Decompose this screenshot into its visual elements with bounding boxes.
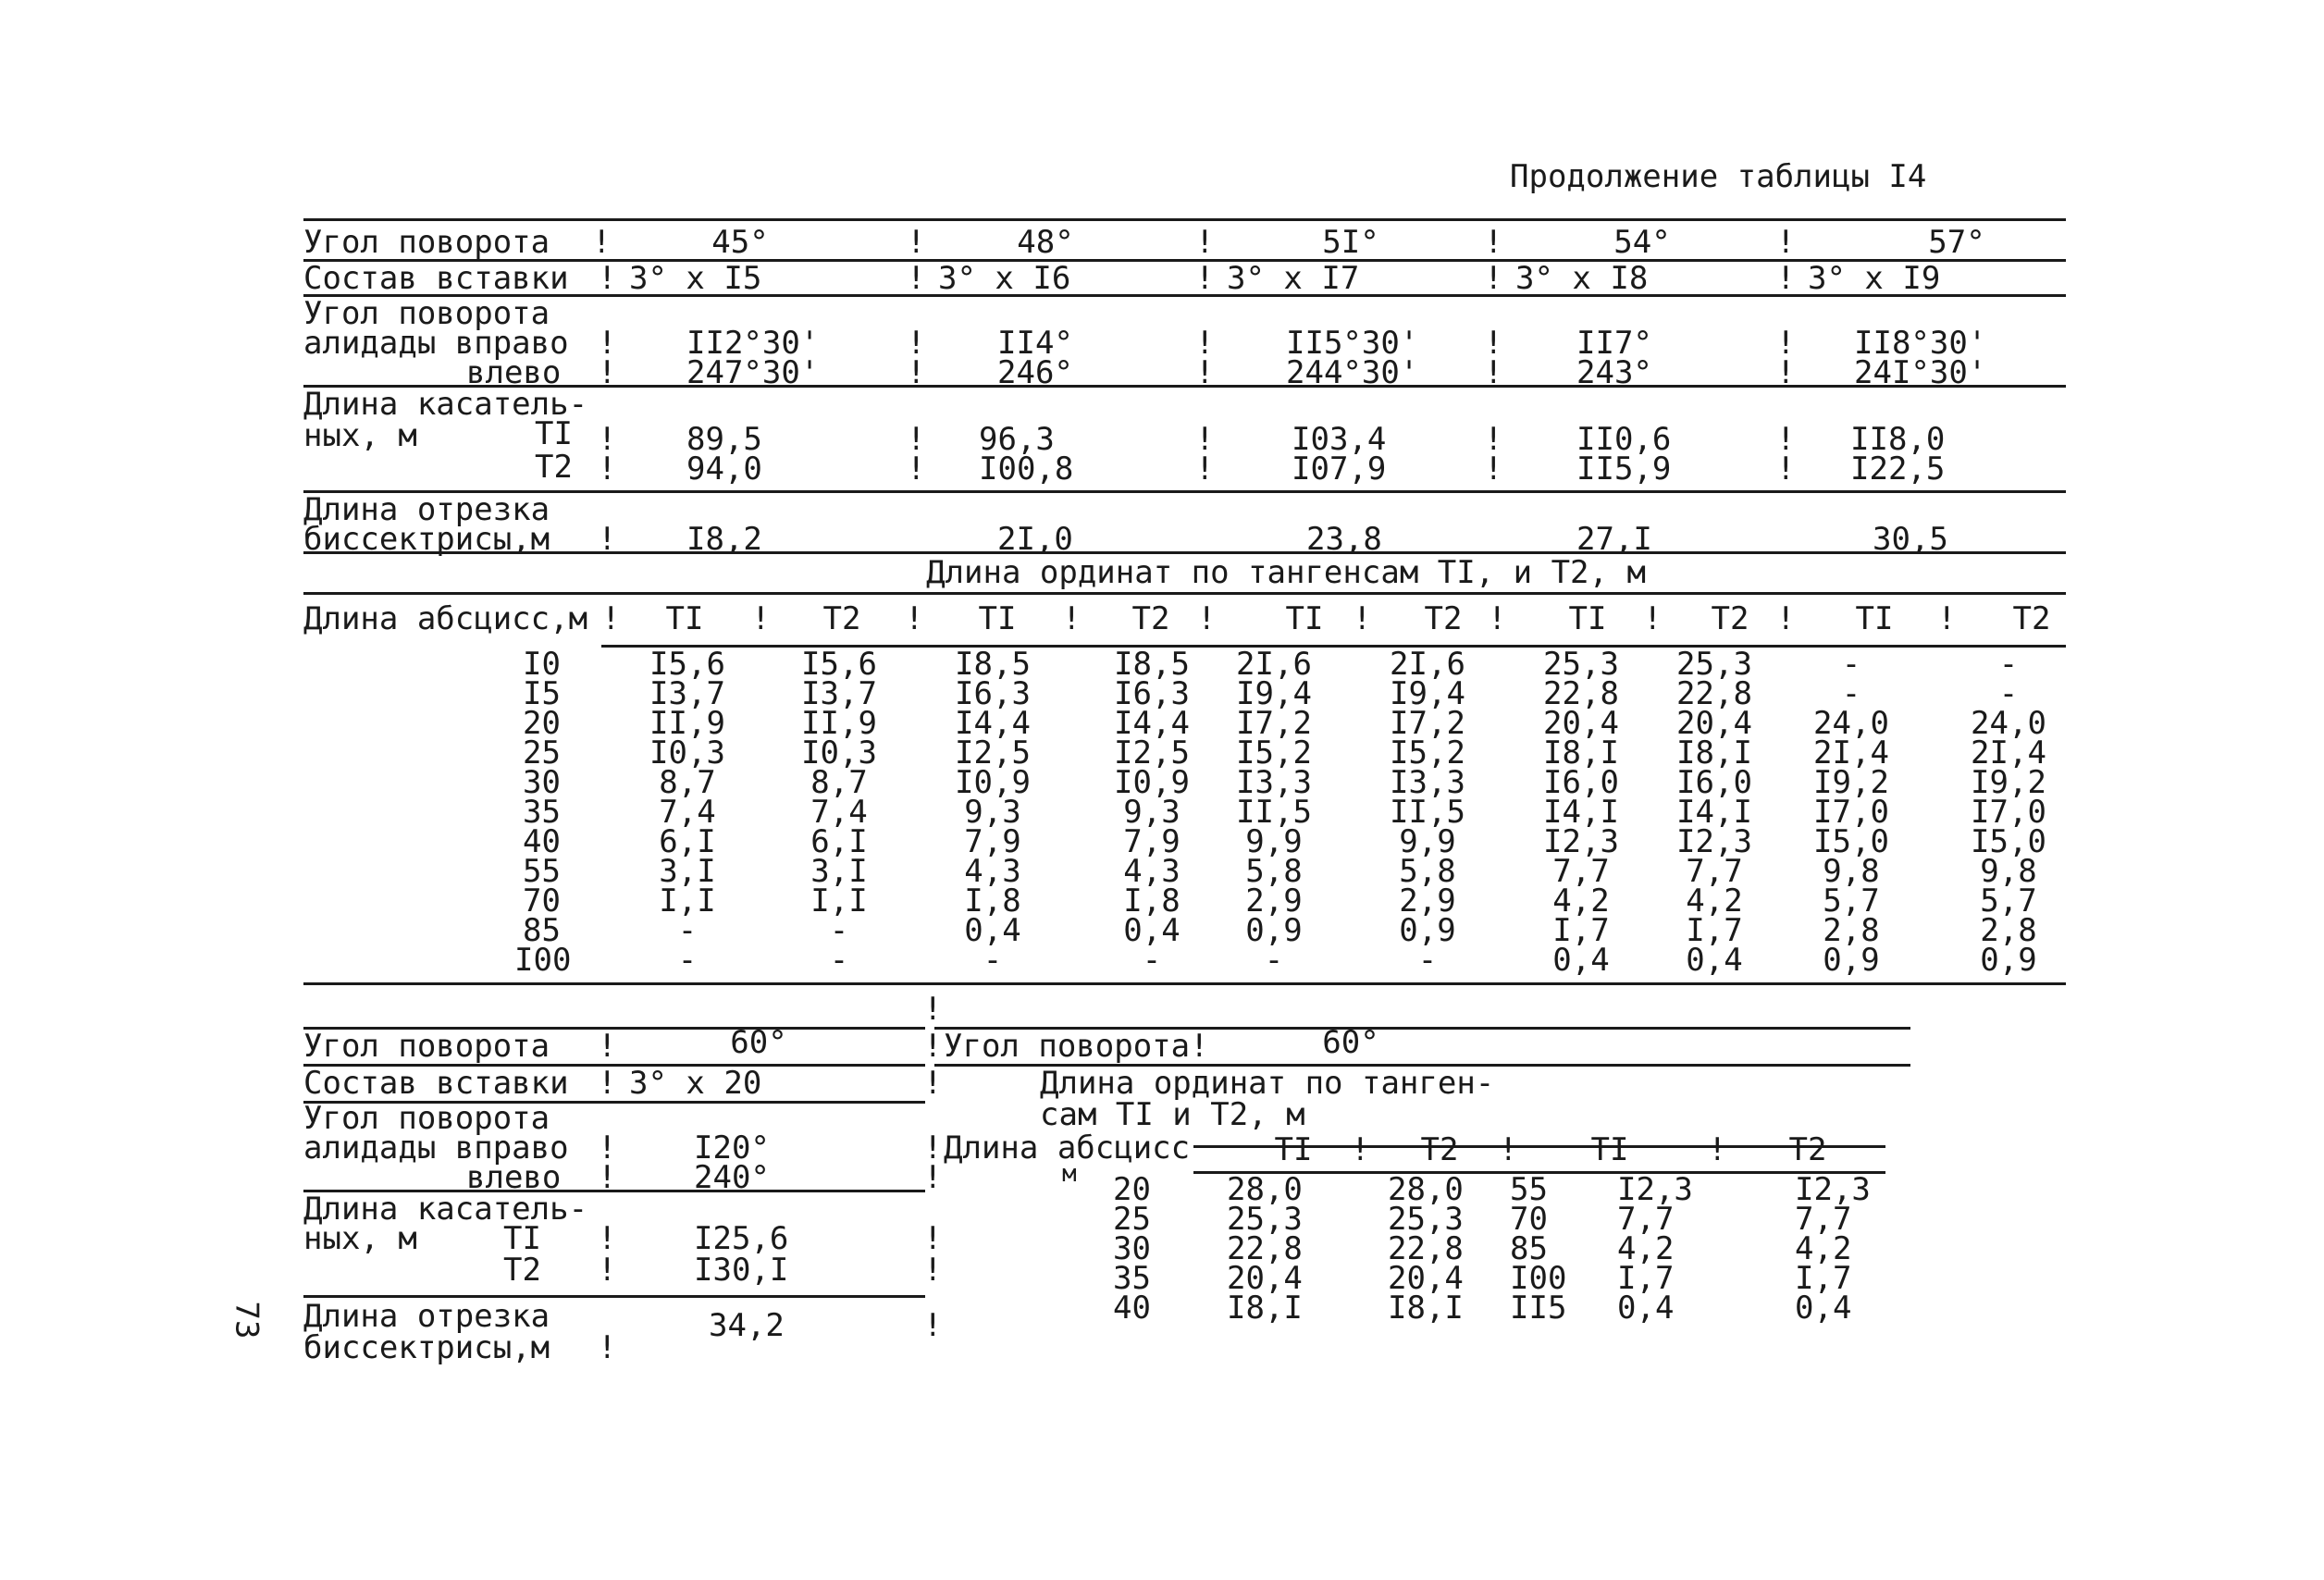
table-cell: I9,2 [1971,764,2046,801]
table-cell: I8,5 [1114,646,1190,683]
table-cell: II,5 [1390,794,1465,831]
table-cell: 30 [1113,1230,1151,1267]
table-cell: 0,9 [1399,912,1456,949]
table-cell: - [1998,646,2019,683]
insert-48: 3° x I6 [938,260,1071,297]
table-cell: 25,3 [1676,646,1752,683]
lower-right-sub-t1-b: TI [1590,1131,1629,1168]
table-cell: I5,2 [1390,734,1465,771]
table-cell: 4,3 [964,853,1021,890]
table-cell: 28,0 [1227,1171,1303,1208]
table-cell: 4,2 [1686,883,1743,920]
row-label-bisector-2: биссектрисы,м [303,521,550,558]
table-cell: I0,9 [1114,764,1190,801]
lower-t2-value: I30,I [694,1252,789,1289]
table-cell: I8,I [1227,1290,1303,1327]
lower-right-abscissa-a [1103,1171,1151,1327]
table-cell: 2,8 [1823,912,1880,949]
table-cell: 9,9 [1245,823,1303,860]
table-cell: 9,9 [1399,823,1456,860]
lower-right-ordinates-title-2: сам TI и T2, м [1040,1096,1305,1133]
table-cell: I7,0 [1813,794,1889,831]
table-cell: I9,4 [1390,675,1465,712]
insert-45: 3° x I5 [629,260,762,297]
lower-right-angle-value: 60° [1322,1024,1379,1061]
table-cell: 8,7 [810,764,868,801]
table-cell: I5,2 [1236,734,1312,771]
table-cell: II,9 [801,705,877,742]
table-cell: I8,I [1676,734,1752,771]
table-cell: I,7 [1617,1260,1675,1297]
angle-51: 5I° [1322,224,1379,261]
table-cell: - [1998,675,2019,712]
bisector-48: 2I,0 [997,521,1073,558]
tangent-t1-45: 89,5 [686,421,762,458]
table-cell: I7,2 [1236,705,1312,742]
ordinate-column [1811,646,1891,979]
lower-t2-label: T2 [503,1252,541,1289]
lower-tangent-label-2: ных, м [303,1220,417,1257]
tangent-t2-48: I00,8 [979,451,1074,488]
ordinates-title: Длина ординат по тангенсам TI, и T2, м [926,554,1646,591]
table-cell: 70 [1510,1201,1548,1238]
table-cell: I0,3 [801,734,877,771]
table-cell: I4,I [1676,794,1752,831]
lower-right-t2-a [1388,1171,1464,1327]
table-cell: 6,I [659,823,716,860]
lower-right-abscissa-label: Длина абсцисс [944,1129,1191,1166]
lower-alidade-left: 240° [694,1159,770,1196]
abscissa-column [514,646,572,979]
table-cell: I6,0 [1543,764,1619,801]
table-cell: 7,7 [1617,1201,1675,1238]
table-cell: 9,8 [1823,853,1880,890]
table-cell: 0,4 [1617,1290,1675,1327]
table-cell: 2,8 [1980,912,2037,949]
table-cell: 7,4 [659,794,716,831]
table-cell: 7,7 [1552,853,1610,890]
table-cell: I8,5 [955,646,1031,683]
table-cell: 6,I [810,823,868,860]
ordinate-column [1969,646,2048,979]
alidade-left-57: 24I°30' [1854,354,1987,391]
subheader-t2-45: T2 [822,600,861,637]
table-cell: I2,5 [1114,734,1190,771]
table-cell: - [1841,675,1861,712]
table-cell: I3,7 [649,675,725,712]
insert-57: 3° x I9 [1808,260,1941,297]
table-cell: I0 [523,646,561,683]
table-cell: 70 [523,883,561,920]
lower-angle-value: 60° [730,1024,787,1061]
tangent-t2-51: I07,9 [1292,451,1387,488]
table-cell: I6,0 [1676,764,1752,801]
lower-right-t2-b [1795,1171,1871,1327]
abscissa-label: Длина абсцисс,м [303,600,588,637]
table-cell: 20,4 [1676,705,1752,742]
subheader-t2-57: T2 [2012,600,2051,637]
subheader-t2-51: T2 [1424,600,1463,637]
lower-bisector-value: 34,2 [709,1307,785,1344]
table-cell: 20,4 [1543,705,1619,742]
alidade-right-48: II4° [997,325,1073,362]
table-cell: I8,I [1388,1290,1464,1327]
table-cell: - [677,942,698,979]
subheader-t1-48: TI [978,600,1017,637]
table-cell: II,9 [649,705,725,742]
table-cell: 40 [523,823,561,860]
table-cell: I8,I [1543,734,1619,771]
table-cell: 5,8 [1245,853,1303,890]
table-cell: I,8 [964,883,1021,920]
ordinate-column [953,646,1032,979]
lower-alidade-label-2: алидады вправо [303,1129,569,1166]
tangent-t2-54: II5,9 [1576,451,1672,488]
row-label-tangent-2: ных, м [303,417,417,454]
table-cell: I,7 [1686,912,1743,949]
table-cell: 0,4 [1552,942,1610,979]
table-cell: 85 [1510,1230,1548,1267]
table-cell: 5,7 [1980,883,2037,920]
table-cell: I9,2 [1813,764,1889,801]
table-cell: 25 [523,734,561,771]
table-cell: I,8 [1123,883,1181,920]
table-cell: 20,4 [1227,1260,1303,1297]
table-cell: II5 [1510,1290,1567,1327]
tangent-t1-54: II0,6 [1576,421,1672,458]
subheader-t2-54: T2 [1711,600,1749,637]
table-cell: 0,9 [1245,912,1303,949]
table-cell: I3,7 [801,675,877,712]
table-cell: I4,I [1543,794,1619,831]
alidade-left-51: 244°30' [1286,354,1419,391]
table-cell: 20 [523,705,561,742]
table-cell: I7,0 [1971,794,2046,831]
table-cell: 40 [1113,1290,1151,1327]
table-cell: 2,9 [1245,883,1303,920]
table-cell: 24,0 [1813,705,1889,742]
table-cell: - [1417,942,1438,979]
table-cell: 7,7 [1686,853,1743,890]
table-cell: 7,7 [1795,1201,1852,1238]
table-cell: I,7 [1795,1260,1852,1297]
alidade-left-45: 247°30' [686,354,820,391]
table-cell: I5 [523,675,561,712]
table-cell: I,I [659,883,716,920]
row-label-alidade-1: Угол поворота [303,295,550,332]
table-cell: I9,4 [1236,675,1312,712]
table-cell: 25,3 [1227,1201,1303,1238]
table-cell: 35 [1113,1260,1151,1297]
table-cell: 2I,4 [1813,734,1889,771]
table-cell: 20,4 [1388,1260,1464,1297]
table-cell: - [829,912,849,949]
table-cell: I6,3 [1114,675,1190,712]
table-cell: 22,8 [1543,675,1619,712]
table-cell: 7,4 [810,794,868,831]
table-cell: 2,9 [1399,883,1456,920]
tangent-t1-57: II8,0 [1850,421,1946,458]
table-cell: I5,0 [1813,823,1889,860]
alidade-right-54: II7° [1576,325,1652,362]
lower-right-abscissa-b [1510,1171,1567,1327]
table-cell: I4,4 [1114,705,1190,742]
ordinate-column [799,646,879,979]
table-cell: 0,4 [964,912,1021,949]
table-cell: I2,3 [1543,823,1619,860]
bisector-54: 27,I [1576,521,1652,558]
table-cell: I7,2 [1390,705,1465,742]
lower-insert-label: Состав вставки [303,1065,569,1102]
row-label-t1: TI [535,415,573,452]
table-caption: Продолжение таблицы I4 [1510,158,1927,195]
bisector-45: I8,2 [686,521,762,558]
table-cell: I2,5 [955,734,1031,771]
table-cell: I00 [514,942,572,979]
table-cell: I0,9 [955,764,1031,801]
table-cell: 7,9 [1123,823,1181,860]
table-cell: II,5 [1236,794,1312,831]
table-cell: I2,3 [1795,1171,1871,1208]
table-cell: I,7 [1552,912,1610,949]
table-cell: 5,7 [1823,883,1880,920]
subheader-t1-54: TI [1568,600,1607,637]
row-label-tangent-1: Длина касатель- [303,386,588,423]
table-cell: 4,2 [1795,1230,1852,1267]
row-label-t2: T2 [535,449,573,486]
table-cell: I0,3 [649,734,725,771]
table-cell: 30 [523,764,561,801]
lower-bisector-label-1: Длина отрезка [303,1298,550,1335]
lower-insert-value: 3° x 20 [629,1065,762,1102]
insert-54: 3° x I8 [1515,260,1649,297]
table-cell: 22,8 [1388,1230,1464,1267]
table-cell: 22,8 [1676,675,1752,712]
table-cell: 35 [523,794,561,831]
table-cell: 7,9 [964,823,1021,860]
table-cell: 4,2 [1552,883,1610,920]
row-label-angle: Угол поворота [303,224,550,261]
table-cell: 0,4 [1795,1290,1852,1327]
table-cell: - [1142,942,1162,979]
angle-57: 57° [1928,224,1985,261]
table-cell: 22,8 [1227,1230,1303,1267]
lower-right-abscissa-unit: м [1062,1160,1077,1188]
table-cell: 55 [523,853,561,890]
table-cell: 0,9 [1823,942,1880,979]
table-cell: I5,0 [1971,823,2046,860]
table-cell: 5,8 [1399,853,1456,890]
table-cell: 0,9 [1980,942,2037,979]
table-cell: 25,3 [1388,1201,1464,1238]
lower-right-t1-a [1227,1171,1303,1327]
table-cell: - [983,942,1003,979]
subheader-t1-57: TI [1855,600,1894,637]
table-cell: 2I,4 [1971,734,2046,771]
tangent-t1-51: I03,4 [1292,421,1387,458]
ordinate-column [1541,646,1621,979]
bisector-51: 23,8 [1306,521,1382,558]
alidade-right-51: II5°30' [1286,325,1419,362]
table-cell: I3,3 [1390,764,1465,801]
table-cell: 28,0 [1388,1171,1464,1208]
table-cell: I4,4 [955,705,1031,742]
table-cell: 9,3 [1123,794,1181,831]
lower-alidade-label-3: влево [466,1159,562,1196]
lower-right-ordinates-title-1: Длина ординат по танген- [1040,1065,1495,1102]
ordinate-column [1675,646,1754,979]
insert-51: 3° x I7 [1227,260,1360,297]
lower-bisector-label-2: биссектрисы,м [303,1329,550,1366]
table-cell: I5,6 [801,646,877,683]
table-cell: 8,7 [659,764,716,801]
table-cell: 4,2 [1617,1230,1675,1267]
tangent-t1-48: 96,3 [979,421,1055,458]
table-cell: 2I,6 [1236,646,1312,683]
ordinate-column [1234,646,1314,979]
lower-right-sub-t2-a: T2 [1420,1131,1459,1168]
lower-t1-value: I25,6 [694,1220,789,1257]
alidade-left-48: 246° [997,354,1073,391]
table-cell: 55 [1510,1171,1548,1208]
ordinate-column [1388,646,1467,979]
tangent-t2-45: 94,0 [686,451,762,488]
lower-alidade-right: I20° [694,1129,770,1166]
ordinate-column [1112,646,1192,979]
row-label-alidade-2: алидады вправо [303,325,569,362]
lower-right-angle-label: Угол поворота [944,1028,1191,1065]
table-cell: 25 [1113,1201,1151,1238]
table-cell: 24,0 [1971,705,2046,742]
table-cell: 3,I [659,853,716,890]
page-number: 73 [228,1301,266,1339]
alidade-right-57: II8°30' [1854,325,1987,362]
subheader-t1-45: TI [665,600,704,637]
table-cell: 2I,6 [1390,646,1465,683]
bisector-57: 30,5 [1873,521,1948,558]
table-cell: - [677,912,698,949]
subheader-t2-48: T2 [1131,600,1170,637]
angle-48: 48° [1017,224,1074,261]
table-cell: 25,3 [1543,646,1619,683]
angle-54: 54° [1613,224,1671,261]
angle-45: 45° [711,224,769,261]
row-label-alidade-3: влево [466,354,562,391]
table-cell: I2,3 [1676,823,1752,860]
lower-angle-label: Угол поворота [303,1028,550,1065]
table-cell: I2,3 [1617,1171,1693,1208]
alidade-left-54: 243° [1576,354,1652,391]
table-cell: 0,4 [1123,912,1181,949]
table-cell: 4,3 [1123,853,1181,890]
table-cell: 20 [1113,1171,1151,1208]
table-cell: - [1264,942,1284,979]
table-cell: I,I [810,883,868,920]
table-cell: 9,8 [1980,853,2037,890]
lower-tangent-label-1: Длина касатель- [303,1191,588,1228]
table-cell: 0,4 [1686,942,1743,979]
row-label-bisector-1: Длина отрезка [303,491,550,528]
tangent-t2-57: I22,5 [1850,451,1946,488]
alidade-right-45: II2°30' [686,325,820,362]
lower-t1-label: TI [503,1220,541,1257]
subheader-t1-51: TI [1285,600,1324,637]
lower-right-t1-b [1617,1171,1693,1327]
table-cell: I3,3 [1236,764,1312,801]
lower-right-sub-t1-a: TI [1274,1131,1313,1168]
lower-right-sub-t2-b: T2 [1788,1131,1827,1168]
row-label-insert: Состав вставки [303,260,569,297]
table-cell: I00 [1510,1260,1567,1297]
table-cell: 3,I [810,853,868,890]
table-cell: - [829,942,849,979]
table-cell: I5,6 [649,646,725,683]
table-cell: 9,3 [964,794,1021,831]
table-cell: 85 [523,912,561,949]
table-cell: I6,3 [955,675,1031,712]
lower-alidade-label-1: Угол поворота [303,1100,550,1137]
table-cell: - [1841,646,1861,683]
ordinate-column [648,646,727,979]
